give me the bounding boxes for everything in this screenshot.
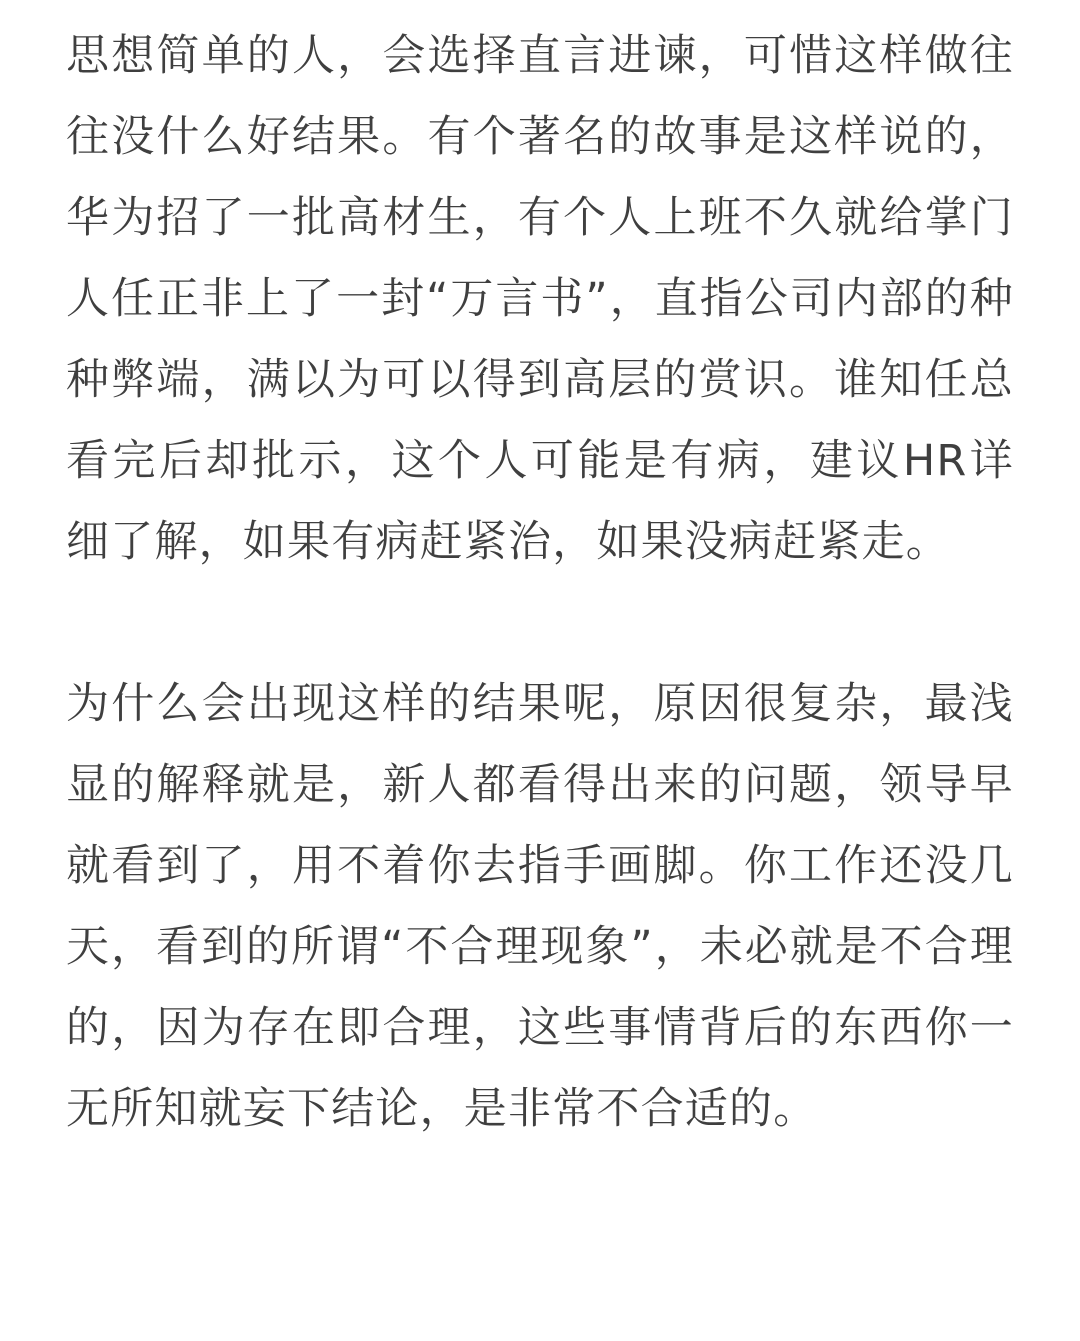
paragraph-1: 思想简单的人，会选择直言进谏，可惜这样做往往没什么好结果。有个著名的故事是这样说的，华为招了一批高材生，有个人上班不久就给掌门人任正非上了一封“万言书”，直指公司内部的种种弊端，满以为可以得到高层的赏识。谁知任总看完后却批示，这个人可能是有病，建议HR详细了解，如果有病赶紧治，如果没病赶紧走。 — [66, 31, 1014, 567]
paragraph-2: 为什么会出现这样的结果呢，原因很复杂，最浅显的解释就是，新人都看得出来的问题，领导早就看到了，用不着你去指手画脚。你工作还没几天，看到的所谓“不合理现象”，未必就是不合理的，因为存在即合理，这些事情背后的东西你一无所知就妄下结论，是非常不合适的。 — [66, 679, 1014, 1134]
article-body — [66, 16, 1014, 1150]
